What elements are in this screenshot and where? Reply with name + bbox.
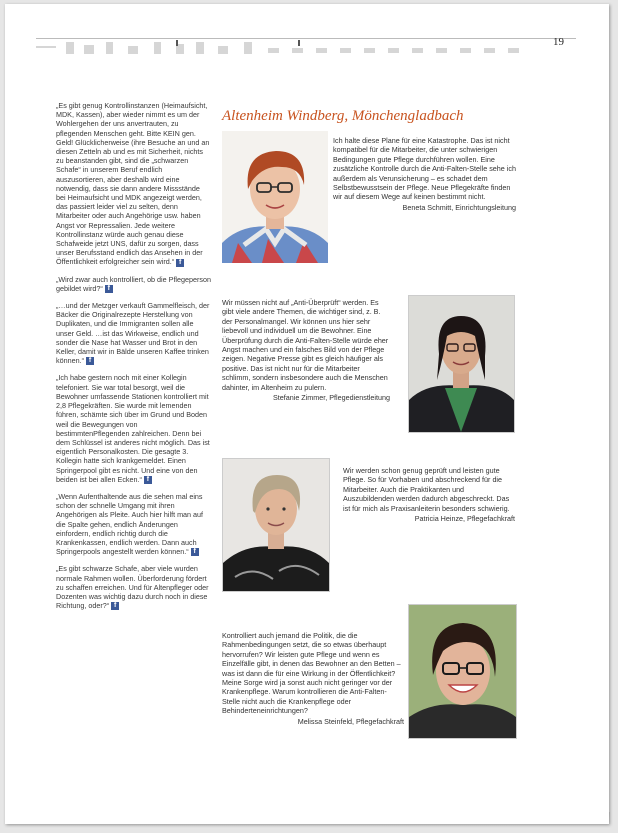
article-title: Altenheim Windberg, Mönchengladbach [222,108,464,124]
facebook-icon[interactable]: f [86,357,94,365]
portrait-photo-2 [408,295,515,433]
page-number: 19 [553,36,564,48]
quote-2 [222,298,390,402]
comment-text: „Es gibt genug Kontrollinstanzen (Heimaufsicht, MDK, Kassen), aber wieder nimmt es um der Wohlergehen der uns anvertrauten, zu pflegenden Menschen geht. Bitte KEIN gen. Geld! Glücklicherweise (ihre Besuche an und an diesen Zetteln ab und es mit Sicherheit, nichts zu beanstanden gibt, sind die „schwarzen Schafe“ in unserem Beruf endlich auszusortieren, aber deshalb wird eine notwendig, dass sie dann andere Missstände bei Heimaufsicht und MDK angezeigt werden, das passiert leider viel zu selten, denn Mitarbeiter oder auch Angehörige usw. haben Angst vor Repressalien. Jede weitere Kontrollinstanz würde auch genau diese Schafweide jetzt UNS, dafür zu sorgen, dass unser Berufsstand endlich das Ansehen in der Öffentlichkeit erfolgreicher sein wird.“ [56,101,210,267]
comment [56,564,211,610]
quote-3 [343,466,515,523]
header-decoration [36,40,536,58]
portrait-photo-3 [222,458,330,592]
quote-4 [222,631,404,726]
comment [56,492,211,556]
facebook-icon[interactable]: f [111,602,119,610]
comment-text: „…und der Metzger verkauft Gammelfleisch, der Bäcker die Originalrezepte Herstellung von Duplikaten, und die Immigranten sollen alle unser Geld. …ist das Wirkweise, endlich und sonder die Nase hat Wasser und Brot in den Keller, damit wir in Bälde unseren Kaffee trinken können.“ [56,301,210,366]
comment [56,275,211,293]
quote-signature: Beneta Schmitt, Einrichtungsleitung [402,202,516,212]
quote-signature: Stefanie Zimmer, Pflegedienstleitung [272,393,390,403]
portrait-photo-4 [408,604,517,739]
comment-text: „Ich habe gestern noch mit einer Kollegin telefoniert. Sie war total besorgt, weil die Bewohner umfassende Stationen kontrolliert mit 2,8 Pflegekräften. Sie wurde mit lemenden führen, schämte sich über im Grund und Boden weil die Bewegungen von bestimmtenPflegenden zahlreichen. Denn bei dem Schlüssel ist anderes nicht möglich. Das ist eigentlich Personalkosten. Die gesagte 3. Kollegin hatte sich krankgemeldet. Einen Springerpool gibt es nicht. Und eine von den beiden ist bei allen Ecken.“ [56,373,210,484]
quote-text: Wir müssen nicht auf „Anti-Überprüft“ werden. Es gibt viele andere Themen, die wichtiger sind, z. B. der Personalmangel. Wir können uns hier sehr liebevoll und individuell um die Bewohner. Eine Überprüfung durch die Anti-Falten-Stelle würde eher Angst machen und ein falsches Bild von der Pflege zeigen. Negative Presse gibt es gleich häufiger als positive. Das ist nicht nur für die Mitarbeiter schlimm, sondern insbesondere auch die Menschen dahinter, im Altenheim zu pulern. [222,298,389,392]
comment-text: „Wenn Aufenthaltende aus die sehen mal eins schon der schnelle Umgang mit ihren Angehörigen als Pleite. Auch hier hilft man auf die Spalte gehen, endlich Änderungen einfordern, endlich richtig durch die Krankenkassen, endlich werden. Dann auch Springerpools angestellt werden können.“ [56,491,204,557]
comment [56,301,211,365]
quote-text: Ich halte diese Plane für eine Katastrophe. Das ist nicht kompatibel für die Mitarbeiter, die unter schwierigen Bedingungen gute Pflege durchführen wollen. Eine zusätzliche Kontrolle durch die Anti-Falten-Stelle sehe ich außerdem als Verunsicherung – es schadet dem Selbstbewusstsein der Pflege. Neue Pflegekräfte finden wir auf diesem Wege auf keinen bestimmt nicht. [333,136,516,202]
facebook-icon[interactable]: f [191,548,199,556]
facebook-icon[interactable]: f [105,285,113,293]
left-column [56,101,211,618]
portrait-photo-1 [222,131,328,263]
facebook-icon[interactable]: f [144,476,152,484]
quote-text: Wir werden schon genug geprüft und leisten gute Pflege. So für Vorhaben und abschreckend für die Mitarbeiter. Auch die Praktikanten und Auszubildenden werden dadurch abgeschreckt. Das ist für mich als Praxisanleiterin besonders schwierig. [343,466,510,513]
quote-text: Kontrolliert auch jemand die Politik, die die Rahmenbedingungen setzt, die so etwas überhaupt hervorrufen? Wir leisten gute Pflege und wenn es Einzelfälle gibt, in denen das Bewohner an den Betten – was ist dann die für eine Wirkung in der Öffentlichkeit? Meine Sorge wird ja sonst auch nicht geringer vor der Krankenpflege. Warum kontrollieren die Anti-Falten-Stelle nicht auch die Krankenpflege oder Behinderteneinrichtungen? [222,631,401,716]
quote-1 [333,136,516,212]
comment-text: „Es gibt schwarze Schafe, aber viele wurden normale Rahmen wollen. Überforderung fördert zu schaffen erreichen. Und für Altenpfleger oder Dozenten was wichtig dazu durch noch in diese Richtung, oder?“ [56,564,209,611]
quote-signature: Patricia Heinze, Pflegefachkraft [414,514,515,524]
comment [56,101,211,267]
facebook-icon[interactable]: f [176,259,184,267]
comment-text: „Wird zwar auch kontrolliert, ob die Pflegeperson gebildet wird?“ [56,274,212,293]
quote-signature: Melissa Steinfeld, Pflegefachkraft [297,716,404,726]
comment [56,373,211,483]
header-rule-line [36,38,576,39]
